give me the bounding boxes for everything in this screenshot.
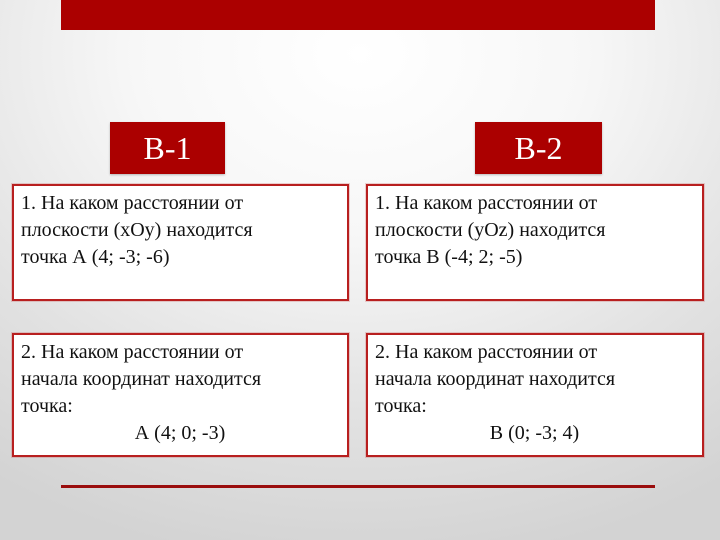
- variant-1-task-2: [12, 333, 349, 457]
- variant-1-label: В-1: [110, 122, 225, 174]
- variant-2-task-1: [366, 184, 704, 301]
- task-text-line: 1. На каком расстоянии от: [21, 192, 244, 214]
- task-text-line: плоскости (yOz) находится: [375, 219, 606, 241]
- variant-2-task-2: [366, 333, 704, 457]
- task-text-line: 2. На каком расстоянии от: [375, 341, 598, 363]
- task-text-line: начала координат находится: [21, 368, 262, 390]
- task-text-line: точка А (4; -3; -6): [21, 246, 170, 268]
- task-text-line: 1. На каком расстоянии от: [375, 192, 598, 214]
- task-text-line: 2. На каком расстоянии от: [21, 341, 244, 363]
- task-text-line: точка:: [21, 395, 73, 417]
- variant-1-task-1: [12, 184, 349, 301]
- bottom-divider: [61, 485, 655, 488]
- task-point: В (0; -3; 4): [489, 422, 580, 444]
- task-text-line: плоскости (xOy) находится: [21, 219, 253, 241]
- title-bar: [61, 0, 655, 30]
- task-text-line: точка В (-4; 2; -5): [375, 246, 523, 268]
- task-point: А (4; 0; -3): [134, 422, 226, 444]
- task-text-line: точка:: [375, 395, 427, 417]
- task-text-line: начала координат находится: [375, 368, 616, 390]
- variant-2-label: В-2: [475, 122, 602, 174]
